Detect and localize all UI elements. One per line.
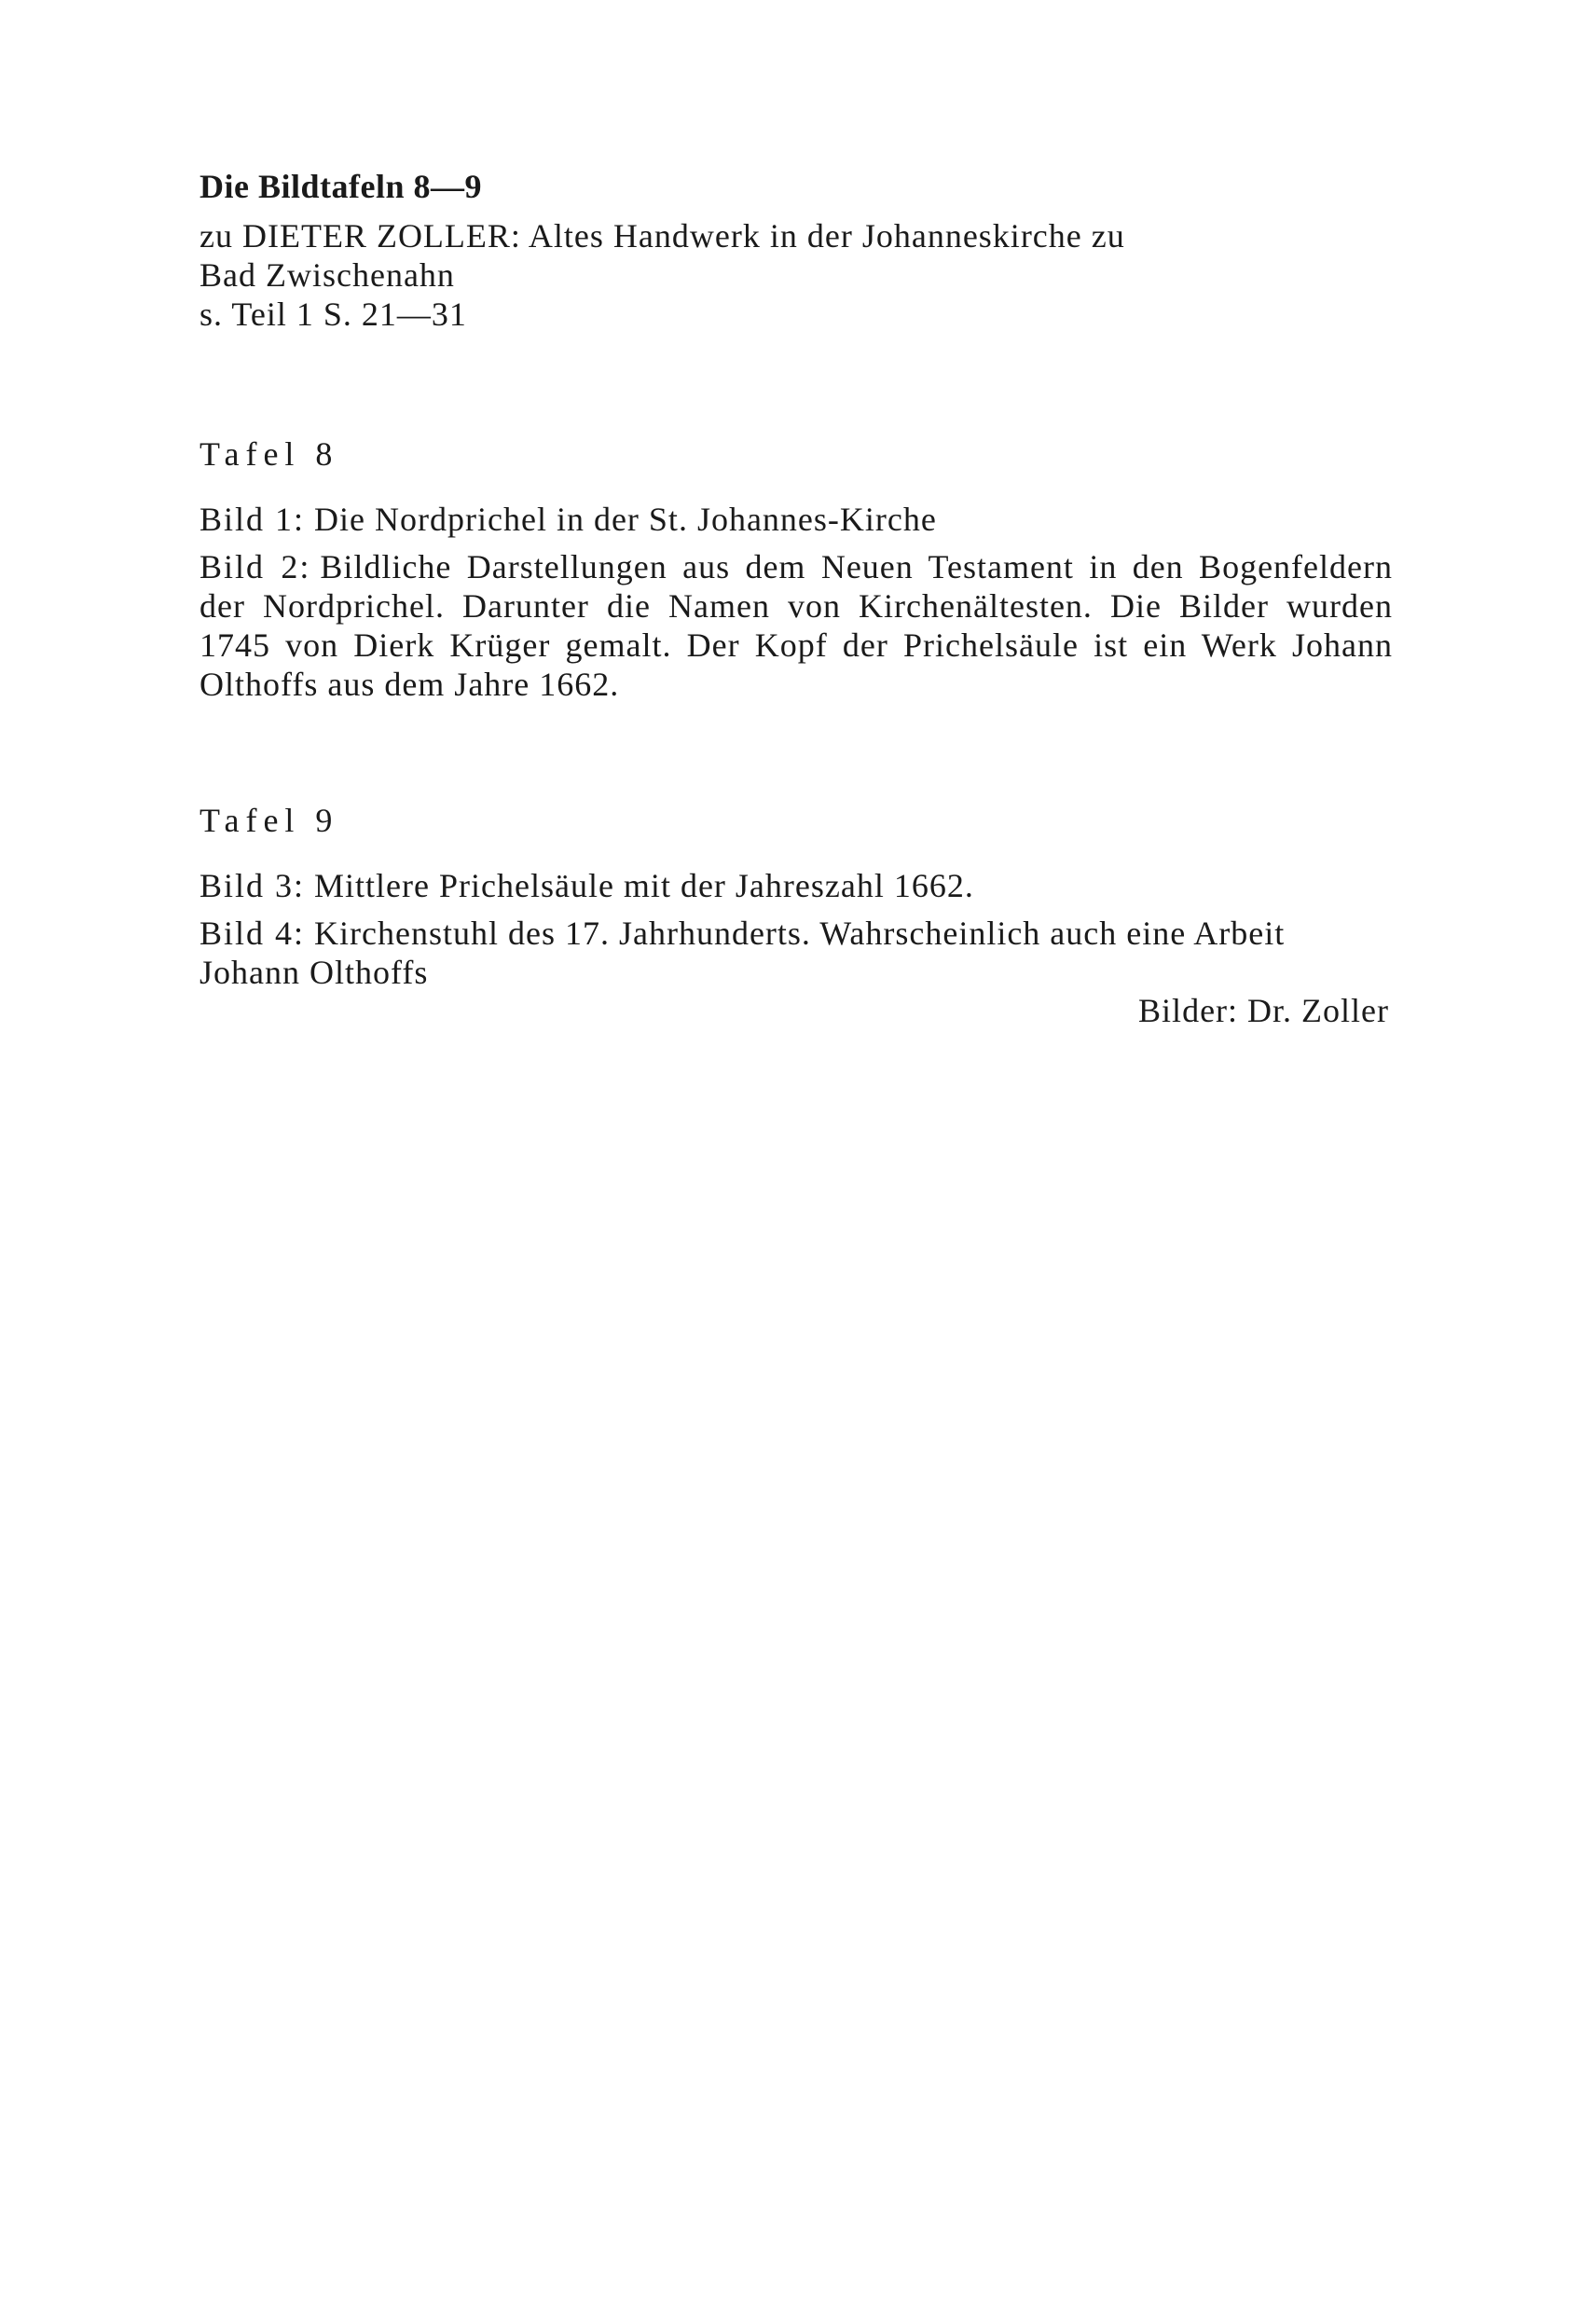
- tafel-9-title: Tafel 9: [200, 802, 339, 839]
- intro-line-1: zu DIETER ZOLLER: Altes Handwerk in der Johanneskirche zu: [200, 217, 1125, 255]
- intro-line-3: s. Teil 1 S. 21—31: [200, 296, 467, 333]
- caption-text: Kirchenstuhl des 17. Jahrhunderts. Wahrscheinlich auch eine Arbeit: [314, 915, 1286, 952]
- caption-label: Bild 2:: [200, 548, 311, 585]
- caption-text-continued: Johann Olthoffs: [200, 954, 429, 991]
- caption-label: Bild 1:: [200, 501, 306, 538]
- caption-bild-1: [200, 499, 1393, 540]
- caption-bild-3: [200, 865, 1393, 906]
- caption-text: Bildliche Darstellungen aus dem Neuen Testament in den Bogenfeldern der Nordprichel. Darunter die Namen von Kirchenältesten. Die Bilder wurden 1745 von Dierk Krüger gemalt. Der Kopf der Prichelsäule ist ein Werk Johann Olthoffs aus dem Jahre 1662.: [200, 548, 1393, 703]
- caption-label: Bild 4:: [200, 915, 306, 952]
- photo-credit: Bilder: Dr. Zoller: [1138, 992, 1389, 1029]
- intro-reference: [200, 216, 1393, 334]
- caption-bild-2: [200, 547, 1393, 704]
- caption-bild-4: [200, 914, 1393, 992]
- caption-text: Die Nordprichel in der St. Johannes-Kirche: [314, 501, 937, 538]
- page-heading: Die Bildtafeln 8—9: [200, 168, 482, 205]
- intro-line-2: Bad Zwischenahn: [200, 256, 455, 294]
- caption-text: Mittlere Prichelsäule mit der Jahreszahl 1662.: [314, 867, 974, 904]
- tafel-8-title: Tafel 8: [200, 435, 339, 473]
- caption-label: Bild 3:: [200, 867, 306, 904]
